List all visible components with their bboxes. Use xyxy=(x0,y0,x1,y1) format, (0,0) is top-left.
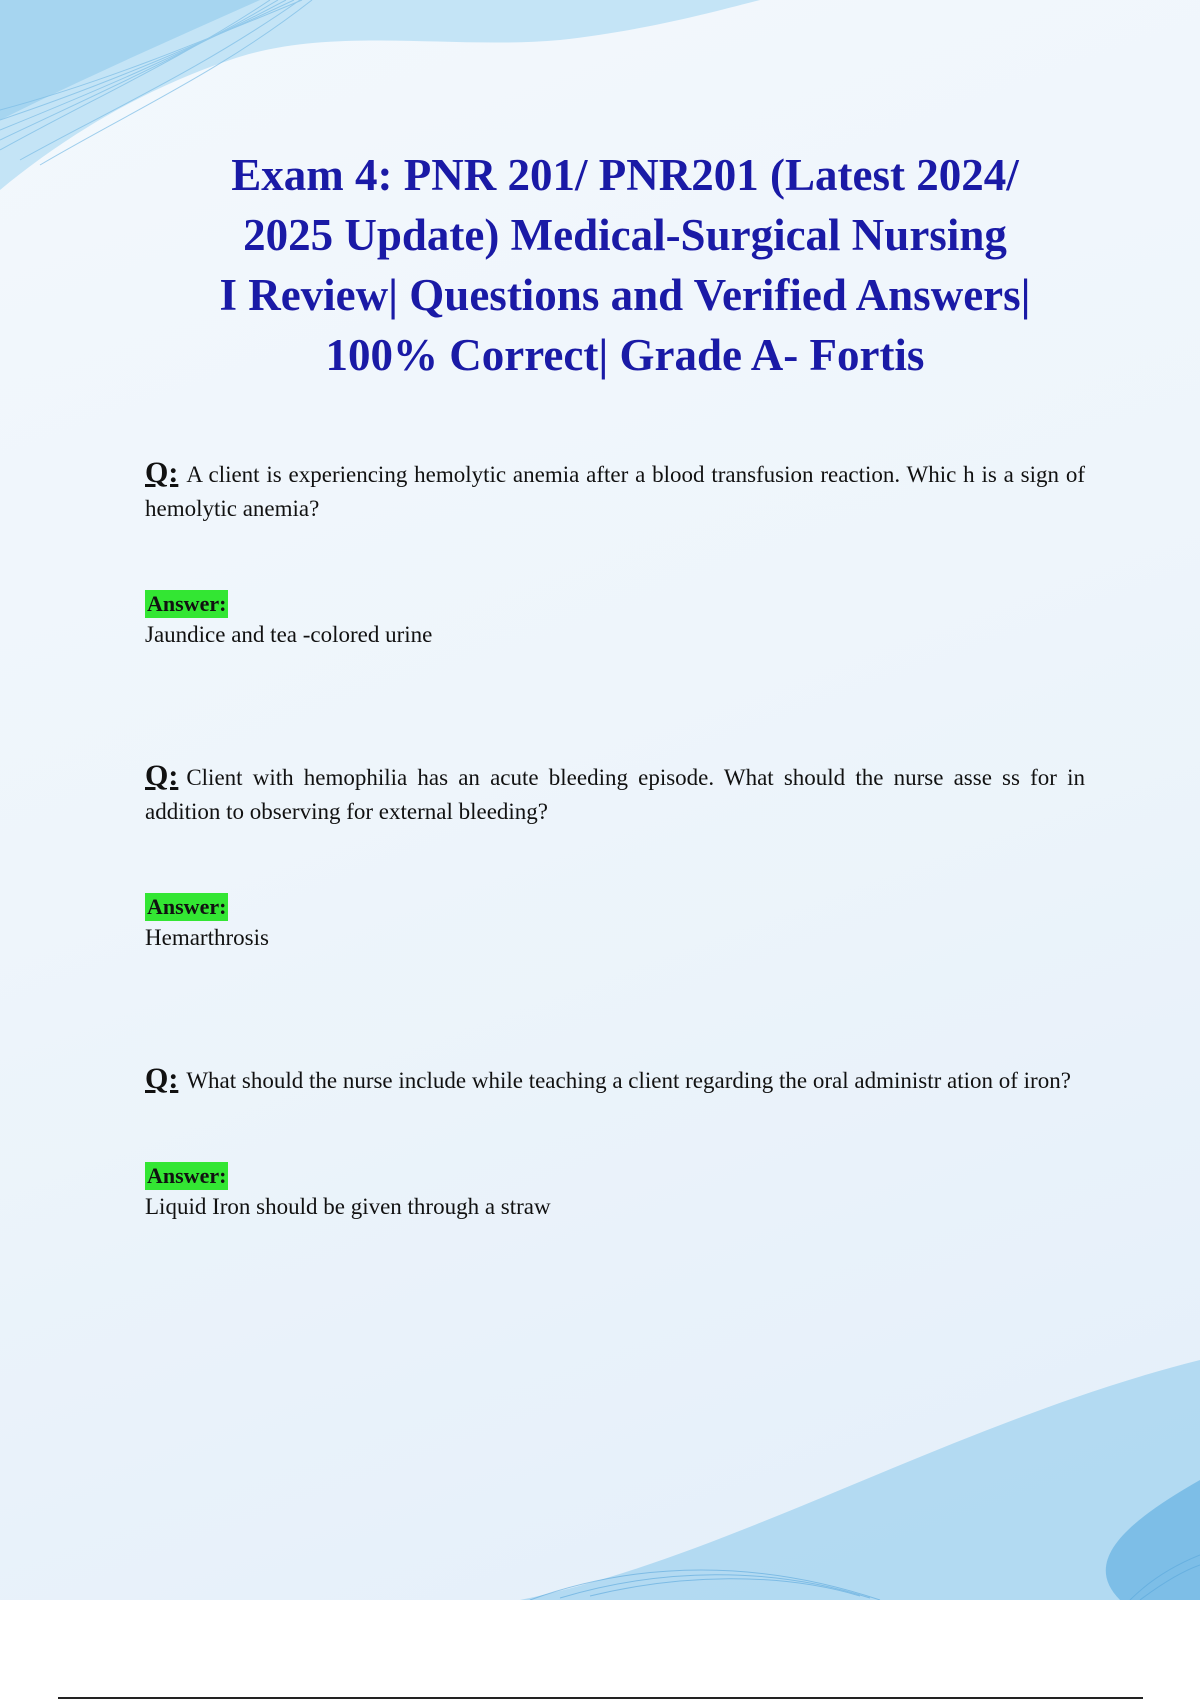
question-marker: Q: xyxy=(145,1062,179,1095)
question-marker: Q: xyxy=(145,759,179,792)
footer-divider xyxy=(58,1697,1143,1699)
question-text: Client with hemophilia has an acute bleeding episode. What should the nurse asse ss for in addition to observing for external bleeding? xyxy=(145,765,1085,824)
question xyxy=(145,1062,1085,1098)
answer-label: Answer: xyxy=(147,1163,227,1188)
title-line: 2025 Update) Medical-Surgical Nursing xyxy=(243,210,1007,260)
qa-item xyxy=(145,456,1085,652)
question-text: What should the nurse include while teaching a client regarding the oral administr ation of iron? xyxy=(186,1068,1071,1093)
answer-label: Answer: xyxy=(147,894,227,919)
answer-text: Hemarthrosis xyxy=(145,925,269,950)
title-line: 100% Correct| Grade A- Fortis xyxy=(325,330,925,380)
qa-item xyxy=(145,759,1085,955)
document-title xyxy=(130,145,1120,385)
title-line: I Review| Questions and Verified Answers| xyxy=(219,270,1031,320)
answer-text: Liquid Iron should be given through a straw xyxy=(145,1194,551,1219)
qa-item xyxy=(145,1062,1085,1224)
question xyxy=(145,759,1085,829)
question xyxy=(145,456,1085,526)
title-line: Exam 4: PNR 201/ PNR201 (Latest 2024/ xyxy=(231,150,1019,200)
answer-label: Answer: xyxy=(147,591,227,616)
question-marker: Q: xyxy=(145,456,179,489)
question-text: A client is experiencing hemolytic anemia after a blood transfusion reaction. Whic h is a sign of hemolytic anemia? xyxy=(145,462,1085,521)
answer-text: Jaundice and tea -colored urine xyxy=(145,622,433,647)
